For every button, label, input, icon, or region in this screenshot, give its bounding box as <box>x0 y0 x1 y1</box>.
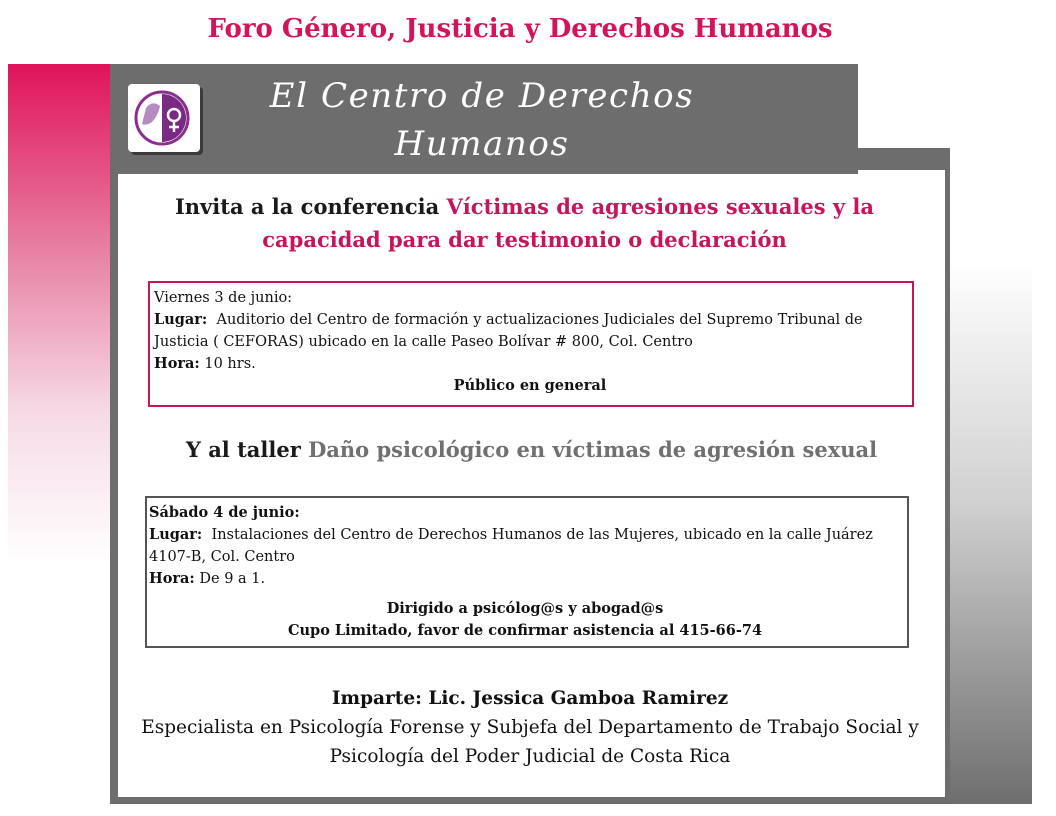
workshop-prefix: Y al taller <box>185 437 309 462</box>
conference-time <box>154 353 906 375</box>
workshop-details-box <box>145 496 909 648</box>
time-label: Hora: <box>154 355 200 372</box>
workshop-rsvp: Cupo Limitado, favor de confirmar asistencia al 415-66-74 <box>287 622 763 639</box>
right-gradient-decoration <box>950 260 1032 804</box>
conference-time-text: 10 hrs. <box>204 356 256 372</box>
conference-invitation <box>118 190 931 256</box>
conference-audience: Público en general <box>453 377 607 394</box>
workshop-date: Sábado 4 de junio: <box>149 504 300 521</box>
time-label: Hora: <box>149 570 195 587</box>
workshop-time-text: De 9 a 1. <box>199 571 266 587</box>
workshop-place-text: Instalaciones del Centro de Derechos Humanos de las Mujeres, ubicado en la calle Juárez 4107-B, Col. Centro <box>149 527 873 565</box>
conference-details-box <box>148 281 914 407</box>
speaker-description: Especialista en Psicología Forense y Subjefa del Departamento de Trabajo Social y Psicología del Poder Judicial de Costa Rica <box>141 717 919 767</box>
workshop-invitation <box>118 434 945 466</box>
conference-place <box>154 309 906 353</box>
invite-prefix: Invita a la conferencia <box>174 194 447 219</box>
women-rights-logo-icon <box>128 84 200 152</box>
workshop-time <box>149 568 901 590</box>
conference-date: Viernes 3 de junio: <box>154 290 293 306</box>
workshop-title: Daño psicológico en víctimas de agresión sexual <box>308 437 878 462</box>
center-name-line2: de las Mujeres <box>344 172 620 212</box>
speaker-name: Imparte: Lic. Jessica Gamboa Ramirez <box>331 688 729 709</box>
workshop-audience: Dirigido a psicólog@s y abogad@s <box>386 600 664 617</box>
place-label: Lugar: <box>154 311 208 328</box>
center-name-line1: El Centro de Derechos Humanos <box>269 76 695 164</box>
place-label: Lugar: <box>149 526 203 543</box>
left-gradient-decoration <box>8 64 112 564</box>
workshop-place <box>149 524 901 568</box>
speaker-info <box>130 684 930 771</box>
conference-place-text: Auditorio del Centro de formación y actualizaciones Judiciales del Supremo Tribunal de Justicia ( CEFORAS) ubicado en la calle Paseo Bolívar # 800, Col. Centro <box>154 312 863 350</box>
conference-title: Víctimas de agresiones sexuales y la capacidad para dar testimonio o declaración <box>262 194 875 252</box>
forum-title: Foro Género, Justicia y Derechos Humanos <box>207 14 833 44</box>
